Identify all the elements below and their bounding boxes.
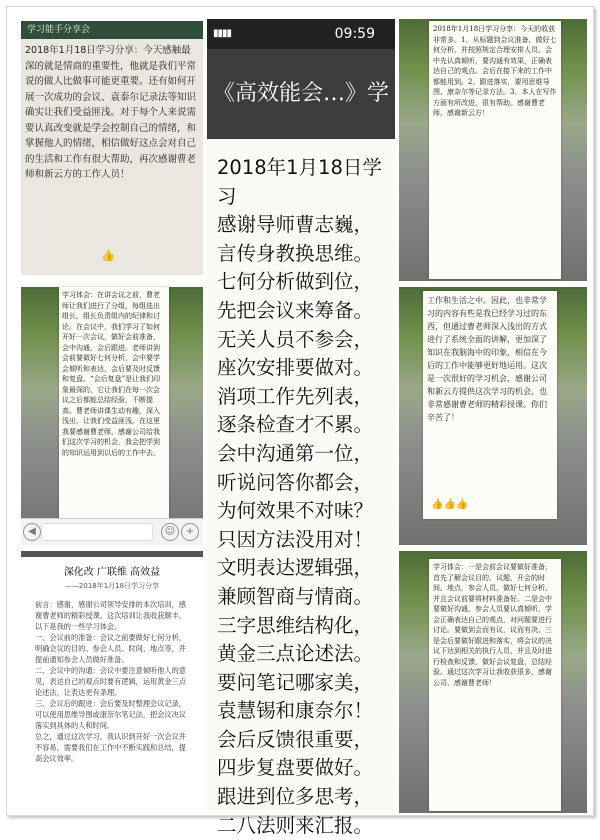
poem-line: 会中沟通第一位， xyxy=(217,441,374,465)
screenshot-tile-share-2 xyxy=(399,19,587,281)
status-bar xyxy=(207,19,395,49)
share-note-paper: 2018年1月18日学习分享：今天的收获非常多。1、从标题到会议准备，做好七何分析，并按照规定合理安排人员。会中先认真倾听，要沟通有效果，正确表达自己的观点。会后在接下来的工作中都能用到。2、跟进落实，要用思维导图、康奈尔等记录方法。3、本人在写作方面有所改进，很有帮助。感谢曹老师，感谢新云方！ xyxy=(429,21,561,279)
notes-paper: 学习体会：在讲会议之前，曹老师让我们进行了分组，每组选出组长，组长负责组内的纪律和讨论。在会议中，我们学习了如何开好一次会议，做好会前准备，会中沟通，会后跟进。老师讲到会前要做好七何分析，会中要学会倾听和表达，会后要及时反馈和复盘。“会后复盘”是让我们印象最深的，它让我们在每一次会议之后都能总结经验，不断提高。曹老师讲课生动有趣，深入浅出，让我们受益匪浅。在这里我要感谢曹老师，感谢公司给我们这次学习的机会，我会把学到的知识运用到以后的工作中去。 xyxy=(59,287,169,519)
poem-line: 三字思维结构化， xyxy=(217,613,374,637)
phone-screenshot xyxy=(207,19,395,837)
document-paragraph-5: 总之，通过这次学习，我认识到开好一次会议并不容易，需要我们在工作中不断实践和总结，提高会议效率。 xyxy=(35,732,186,763)
document-title: 深化改 广联维 高效益 xyxy=(63,567,161,578)
document-tile xyxy=(21,551,203,813)
notes-paper-2: 工作和生活之中。因此，也非常学习的内容有些是我已经学习过的东西，但通过曹老师深入浅出的方式进行了系统全面的讲解，更加深了知识在我脑海中的印象，相信在今后的工作中能够更好地运用。这次是一次很好的学习机会，感谢公司和新云方提供这次学习的机会，也非常感谢曹老师的精彩授课。你们辛苦了！ xyxy=(423,291,557,519)
signal-icon: ▮▮▮▮ xyxy=(213,28,232,39)
poem-line: 2018年1月18日学习 xyxy=(217,156,382,208)
poem-line: 兼顾智商与情商。 xyxy=(217,584,374,608)
collage-frame xyxy=(6,6,594,837)
poem-line: 为何效果不对味？ xyxy=(217,499,374,523)
document-paragraph-4: 三、会议后的跟进：会后要及时整理会议记录，可以使用思维导图或康奈尔笔记法，把会议决议落实到具体的人和时间。 xyxy=(35,699,186,730)
poem-line: 要问笔记哪家美， xyxy=(217,670,374,694)
poem-line: 七何分析做到位， xyxy=(217,270,374,294)
screenshot-tile-share-1 xyxy=(21,21,203,275)
chat-header-bar: 学习能手分享会 xyxy=(21,21,203,39)
poem-text xyxy=(217,154,385,840)
poem-line: 感谢导师曹志巍， xyxy=(217,213,374,237)
poem-line: 文明表达逻辑强， xyxy=(217,556,374,580)
poem-line: 四步复盘要做好。 xyxy=(217,756,374,780)
poem-line: 无关人员不参会， xyxy=(217,327,374,351)
document-paragraph-1: 前言：感谢，感谢公司领导安排的本次培训，感谢曹老师的精彩授课。这次培训让我收获颇丰，以下是我的一些学习体会。 xyxy=(35,600,186,631)
document-subtitle: ——2018年1月18日学习分享 xyxy=(64,582,160,590)
poem-line: 黄金三点论述法。 xyxy=(217,642,374,666)
voice-icon[interactable]: ◀ xyxy=(23,523,41,541)
plus-icon[interactable]: + xyxy=(181,523,199,541)
share-text: 2018年1月18日学习分享：今天感触最深的就是情商的重要性，他就是我们平常说的做人比做事可能更重要。还有如何开展一次成功的会议、袁泰尔记录法等知识确实让我们受益匪浅。对于每个人来说需要认真改变就是学会控制自己的情绪，和掌握他人的情绪，相信做好这点会对自己的生活和工作有很大帮助，再次感谢曹老师和新云方的工作人员！ xyxy=(25,45,197,180)
emoji-icon[interactable]: ☺ xyxy=(161,523,179,541)
poem-line: 袁慧锡和康奈尔！ xyxy=(217,699,374,723)
poem-line: 二八法则来汇报。 xyxy=(217,813,374,837)
screenshot-tile-notes-2 xyxy=(399,287,587,545)
poem-line: 会后反馈很重要， xyxy=(217,727,374,751)
poem-line: 逐条检查才不累。 xyxy=(217,413,374,437)
screenshot-tile-notes-1 xyxy=(21,287,203,545)
chat-input-bar[interactable] xyxy=(21,518,203,545)
poem-line: 只因方法没用对！ xyxy=(217,527,374,551)
poem-line: 言传身教换思维。 xyxy=(217,241,374,265)
poem-line: 先把会议来筹备。 xyxy=(217,298,374,322)
screenshot-tile-notes-3 xyxy=(399,551,587,813)
thumbs-up-emoji-row: 👍👍👍 xyxy=(431,499,469,510)
chat-input-field[interactable] xyxy=(41,523,153,541)
document-paragraph-2: 一、会议前的准备：会议之前要做好七何分析，明确会议的目的、参会人员、时间、地点等，并提前通知参会人员做好准备。 xyxy=(35,633,186,664)
poem-line: 跟进到位多思考， xyxy=(217,785,374,809)
poem-line: 座次安排要做对。 xyxy=(217,356,374,380)
document-paragraph-3: 二、会议中的沟通：会议中要注意倾听他人的意见，表达自己的观点时要有逻辑，运用黄金三点论述法，让表达更有条理。 xyxy=(35,666,186,697)
poem-line: 消项工作先列表， xyxy=(217,384,374,408)
poem-line: 听说问答你都会， xyxy=(217,470,374,494)
notes-paper-3: 学习体会：一是会前会议要做好准备，首先了解会议目的、议题，开会的时间、地点，参会人员，做好七何分析，并且会议前要将材料准备好。二是会中要做好沟通，参会人员要认真倾听，学会正确表达自己的观点，对问题要进行讨论。要做到会而有议，议而有决。三是会后要做好跟进和落实，将会议的决议下达到相关的执行人员，并且及时进行检查和反馈，做好会议复盘，总结经验。通过这次学习让我收获很多，感谢公司、感谢曹老师！ xyxy=(429,559,561,811)
status-time: 09:59 xyxy=(334,26,375,42)
thumbs-up-emoji: 👍 xyxy=(101,249,115,262)
article-title: 《高效能会…》学 xyxy=(207,49,395,139)
